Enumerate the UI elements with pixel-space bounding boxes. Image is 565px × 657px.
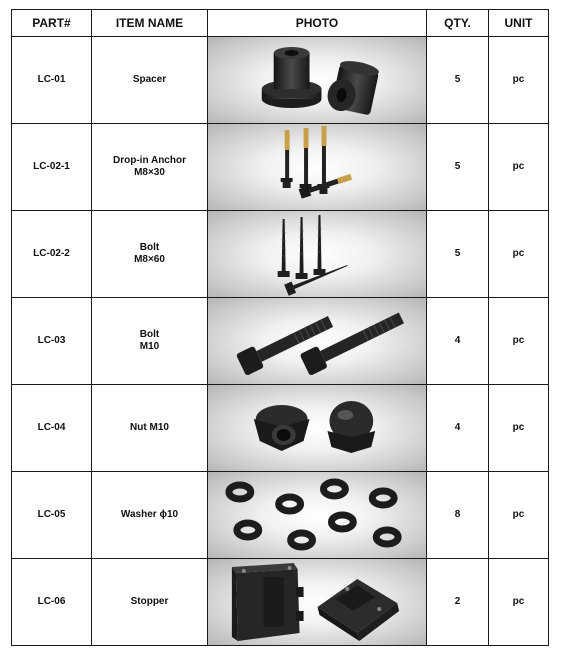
anchor-icon	[208, 124, 426, 210]
header-row	[12, 10, 549, 37]
unit-value: pc	[489, 37, 549, 124]
photo-cell	[208, 211, 427, 298]
photo-cell	[208, 124, 427, 211]
table-row	[12, 298, 549, 385]
qty-value: 2	[427, 559, 489, 646]
item-name-line: Drop-in Anchor	[113, 155, 186, 166]
item-name-line: Spacer	[132, 74, 167, 85]
table-row	[12, 472, 549, 559]
qty-value: 4	[427, 298, 489, 385]
item-name-line: Bolt	[139, 242, 160, 253]
photo-cell	[208, 385, 427, 472]
washer-icon	[208, 472, 426, 558]
part-number: LC-02-1	[12, 124, 92, 211]
item-name-spec: M8×60	[134, 254, 165, 265]
table-row	[12, 385, 549, 472]
unit-value: pc	[489, 124, 549, 211]
photo-cell	[208, 472, 427, 559]
qty-value: 5	[427, 37, 489, 124]
nut-icon	[208, 385, 426, 471]
item-name	[92, 37, 208, 124]
header-unit: UNIT	[489, 10, 549, 37]
table-row	[12, 124, 549, 211]
item-name-spec: M10	[139, 341, 160, 352]
unit-value: pc	[489, 559, 549, 646]
item-name	[92, 385, 208, 472]
part-number: LC-05	[12, 472, 92, 559]
item-name-spec: M8×30	[134, 167, 165, 178]
unit-value: pc	[489, 298, 549, 385]
header-part: PART#	[12, 10, 92, 37]
table-row	[12, 211, 549, 298]
header-item-name: ITEM NAME	[92, 10, 208, 37]
table-row	[12, 559, 549, 646]
part-number: LC-03	[12, 298, 92, 385]
part-number: LC-06	[12, 559, 92, 646]
item-name	[92, 211, 208, 298]
spacer-icon	[208, 37, 426, 123]
qty-value: 5	[427, 124, 489, 211]
parts-list	[11, 9, 549, 646]
photo-cell	[208, 559, 427, 646]
item-name-line: Nut M10	[130, 422, 169, 433]
part-number: LC-02-2	[12, 211, 92, 298]
item-name	[92, 472, 208, 559]
item-name-line: Bolt	[139, 329, 160, 340]
part-number: LC-04	[12, 385, 92, 472]
table-row	[12, 37, 549, 124]
parts-table	[11, 9, 549, 646]
unit-value: pc	[489, 385, 549, 472]
item-name-line: Washer ϕ10	[120, 509, 179, 520]
header-qty: QTY.	[427, 10, 489, 37]
photo-cell	[208, 37, 427, 124]
qty-value: 5	[427, 211, 489, 298]
qty-value: 8	[427, 472, 489, 559]
qty-value: 4	[427, 385, 489, 472]
part-number: LC-01	[12, 37, 92, 124]
item-name	[92, 298, 208, 385]
photo-cell	[208, 298, 427, 385]
bolt-icon	[208, 298, 426, 384]
stopper-icon	[208, 559, 426, 645]
unit-value: pc	[489, 211, 549, 298]
item-name-line: Stopper	[130, 596, 169, 607]
header-photo: PHOTO	[208, 10, 427, 37]
unit-value: pc	[489, 472, 549, 559]
bolt-icon	[208, 211, 426, 297]
item-name	[92, 559, 208, 646]
item-name	[92, 124, 208, 211]
